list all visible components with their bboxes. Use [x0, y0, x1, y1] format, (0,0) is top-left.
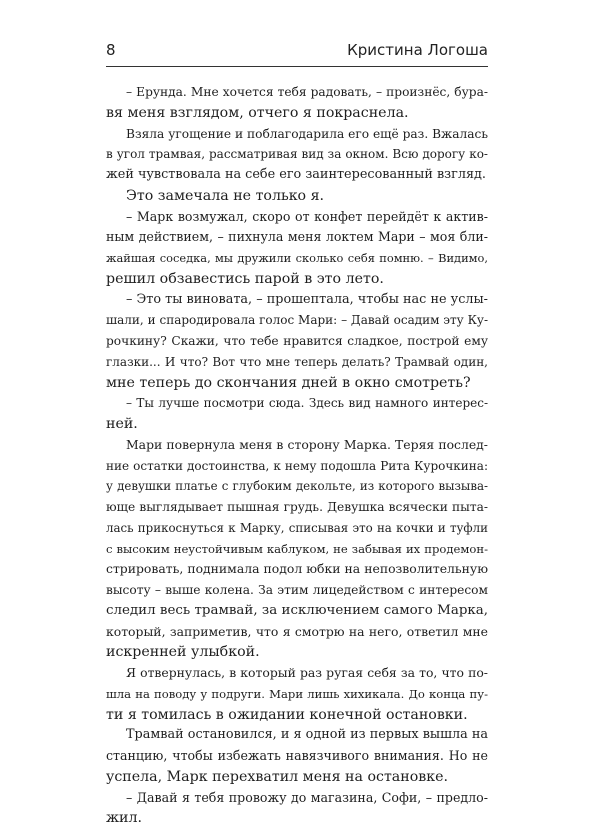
text-line: лась прикоснуться к Марку, списывая это на кочки и туфли [106, 520, 488, 535]
text-line: – Ты лучше посмотри сюда. Здесь вид намного интерес- [126, 396, 488, 411]
text-line: – Ерунда. Мне хочется тебя радовать, – произнёс, бура- [126, 85, 488, 99]
text-line: ти я томилась в ожидании конечной остановки. [106, 706, 468, 723]
text-line: стрировать, поднимала подол юбки на непозволительную [106, 561, 488, 577]
text-line: с высоким неустойчивым каблуком, не забывая их продемон- [106, 541, 488, 556]
text-line: глазки... И что? Вот что мне теперь делать? Трамвай один, [106, 354, 488, 369]
text-line: ней. [106, 416, 138, 432]
text-line: Я отвернулась, в который раз ругая себя за то, что по- [126, 665, 488, 680]
text-line: – Марк возмужал, скоро от конфет перейдёт к актив- [126, 208, 488, 224]
text-line: Трамвай остановился, и я одной из первых вышла на [126, 727, 488, 743]
text-line: ние остатки достоинства, к нему подошла Рита Курочкина: [106, 458, 488, 473]
author-name: Кристина Логоша [347, 41, 488, 59]
text-line: успела, Марк перехватил меня на остановке. [106, 768, 449, 785]
text-line: высоту – выше колена. За этим лицедейством с интересом [106, 583, 488, 597]
text-line: следил весь трамвай, за исключением самого Марка, [106, 602, 488, 618]
text-line: решил обзавестись парой в это лето. [106, 270, 384, 287]
text-line: искренней улыбкой. [106, 644, 260, 661]
page-number: 8 [106, 41, 116, 59]
text-line: станцию, чтобы избежать навязчивого внимания. Но не [106, 748, 488, 763]
text-line: Мари повернула меня в сторону Марка. Теряя послед- [126, 436, 488, 452]
text-line: ным действием, – пихнула меня локтем Мари – моя бли- [106, 229, 488, 245]
body-text [106, 82, 488, 829]
text-line: жей чувствовала на себе его заинтересованный взгляд. [106, 167, 486, 182]
text-line: рочкину? Скажи, что тебе нравится сладкое, построй ему [106, 334, 488, 348]
text-line: жил. [106, 810, 143, 827]
text-line: вя меня взглядом, отчего я покраснела. [106, 104, 409, 121]
text-line: шали, и спародировала голос Мари: – Давай осадим эту Ку- [106, 313, 488, 328]
text-line: в угол трамвая, рассматривая вид за окном. Всю дорогу ко- [106, 147, 488, 162]
text-line: у девушки платье с глубоким декольте, из которого вызыва- [106, 479, 488, 494]
text-line: юще выглядывает пышная грудь. Девушка всячески пыта- [106, 500, 488, 514]
text-line: шла на поводу у подруги. Мари лишь хихикала. До конца пу- [106, 686, 488, 701]
header-rule [106, 66, 488, 67]
text-line: который, заприметив, что я смотрю на него, ответил мне [106, 623, 488, 639]
text-line: мне теперь до скончания дней в окно смотреть? [106, 374, 471, 391]
text-line: – Это ты виновата, – прошептала, чтобы нас не услы- [126, 291, 488, 307]
text-line: жайшая соседка, мы дружили сколько себя помню. – Видимо, [106, 251, 488, 265]
text-line: – Давай я тебя провожу до магазина, Софи, – предло- [126, 789, 488, 805]
running-header [106, 38, 488, 64]
text-line: Взяла угощение и поблагодарила его ещё раз. Вжалась [126, 126, 488, 141]
text-line: Это замечала не только я. [126, 187, 325, 204]
